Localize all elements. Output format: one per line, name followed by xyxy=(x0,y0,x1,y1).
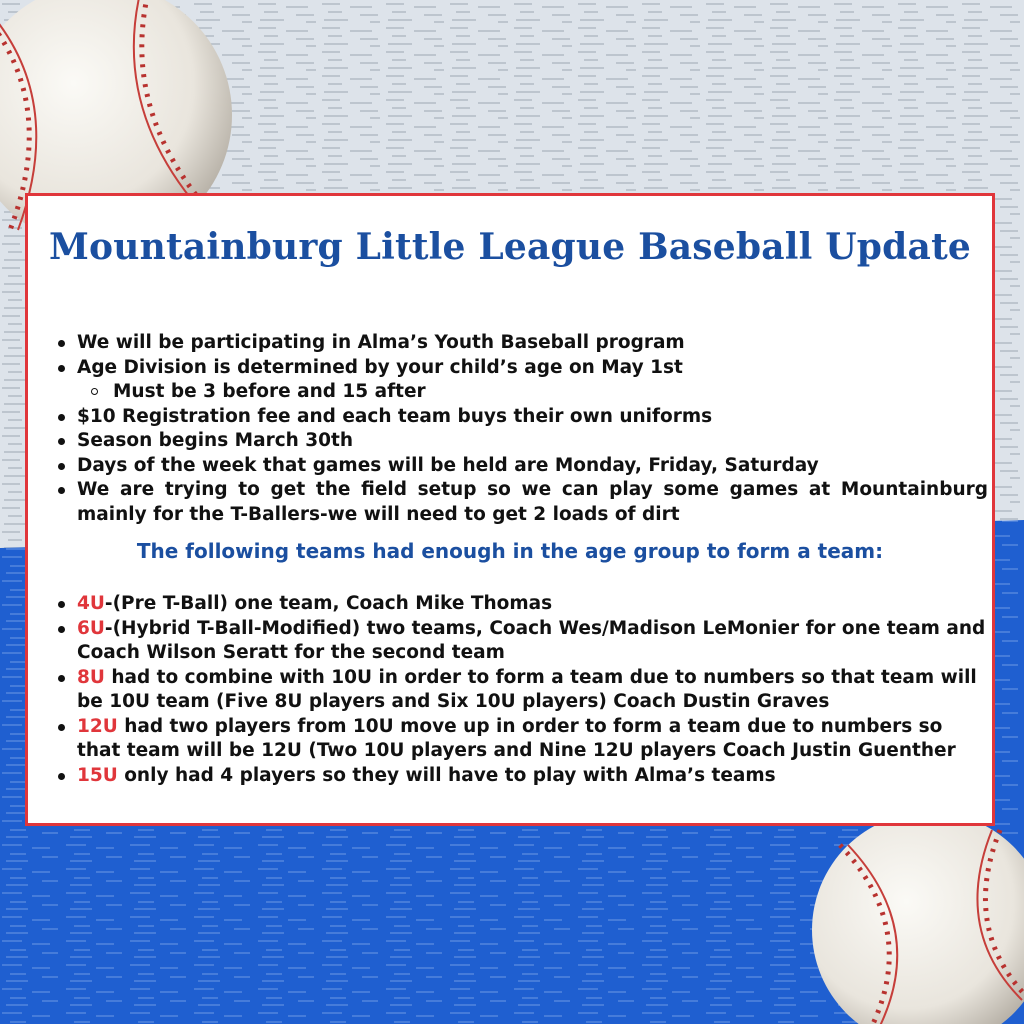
age-group-label: 4U xyxy=(77,593,105,614)
list-item: Age Division is determined by your child’s age on May 1st xyxy=(56,356,988,381)
team-item xyxy=(56,666,988,715)
age-group-label: 6U xyxy=(77,617,105,639)
team-description: only had 4 players so they will have to play with Alma’s teams xyxy=(117,764,776,786)
list-item: Season begins March 30th xyxy=(56,429,988,454)
team-description: -(Hybrid T-Ball-Modified) two teams, Coach Wes/Madison LeMonier for one team and Coach Wilson Seratt for the second team xyxy=(77,617,986,663)
sub-list-item: Must be 3 before and 15 after xyxy=(56,380,988,405)
list-item: $10 Registration fee and each team buys their own uniforms xyxy=(56,405,988,430)
age-group-label: 12U xyxy=(77,715,118,737)
list-item: We are trying to get the field setup so we can play some games at Mountainburg mainly for the T-Ballers-we will need to get 2 loads of dirt xyxy=(56,478,988,527)
team-item xyxy=(56,592,988,617)
teams-list xyxy=(56,592,988,788)
team-description: had to combine with 10U in order to form a team due to numbers so that team will be 10U team (Five 8U players and Six 10U players) Coach Dustin Graves xyxy=(77,666,977,712)
team-description: had two players from 10U move up in order to form a team due to numbers so that team will be 12U (Two 10U players and Nine 12U players Coach Justin Guenther xyxy=(77,715,956,761)
team-item xyxy=(56,715,988,764)
teams-heading: The following teams had enough in the age group to form a team: xyxy=(136,539,884,563)
team-item xyxy=(56,764,988,789)
team-item xyxy=(56,617,988,666)
info-list xyxy=(56,331,988,527)
list-item: We will be participating in Alma’s Youth Baseball program xyxy=(56,331,988,356)
page-title: Mountainburg Little League Baseball Update xyxy=(48,226,972,268)
age-group-label: 8U xyxy=(77,666,105,688)
list-item: Days of the week that games will be held are Monday, Friday, Saturday xyxy=(56,454,988,479)
announcement-card xyxy=(25,193,995,826)
team-description: -(Pre T-Ball) one team, Coach Mike Thomas xyxy=(104,593,553,614)
age-group-label: 15U xyxy=(77,764,118,786)
